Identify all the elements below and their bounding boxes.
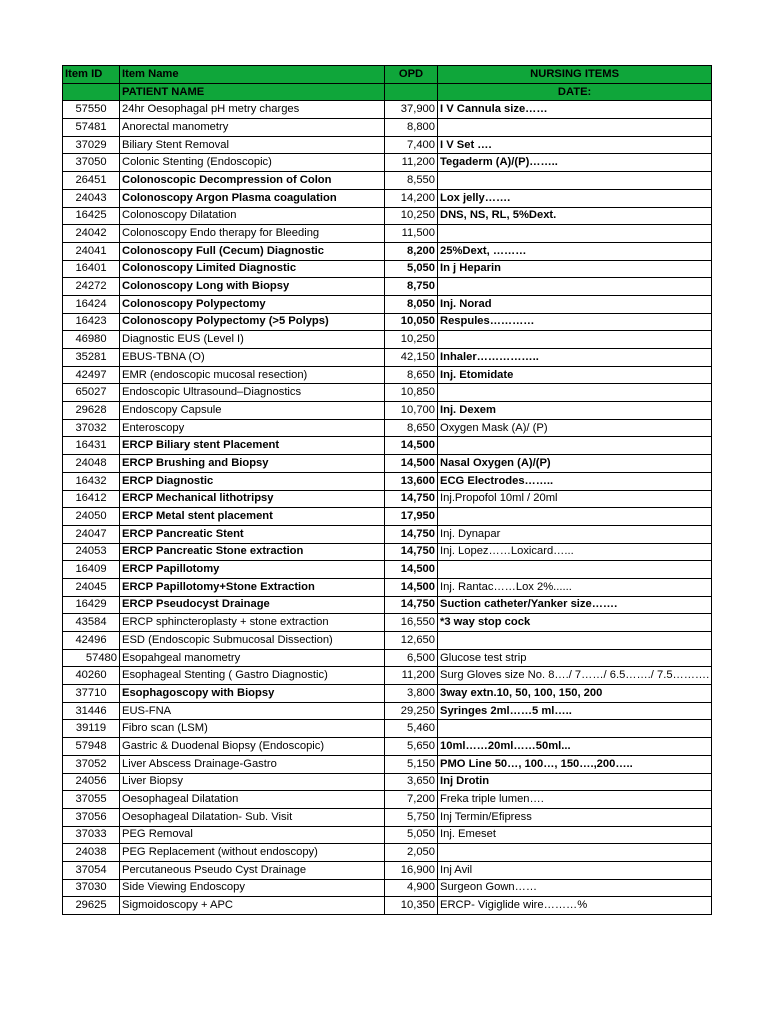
- item-id-cell: 29625: [63, 897, 120, 915]
- item-name-cell: ERCP Papillotomy: [120, 561, 385, 579]
- nursing-item-cell: [438, 119, 712, 137]
- item-id-cell: 43584: [63, 614, 120, 632]
- opd-price-cell: 14,500: [385, 578, 438, 596]
- opd-price-cell: 29,250: [385, 702, 438, 720]
- opd-price-cell: 8,750: [385, 278, 438, 296]
- nursing-item-cell: PMO Line 50…, 100…, 150….,200…..: [438, 755, 712, 773]
- item-name-cell: EBUS-TBNA (O): [120, 349, 385, 367]
- table-row: [63, 101, 712, 119]
- nursing-item-cell: Inj. Rantac……Lox 2%......: [438, 578, 712, 596]
- item-name-cell: Esophagoscopy with Biopsy: [120, 685, 385, 703]
- opd-price-cell: 14,500: [385, 455, 438, 473]
- item-id-cell: 24042: [63, 225, 120, 243]
- item-name-cell: Endoscopic Ultrasound–Diagnostics: [120, 384, 385, 402]
- item-name-cell: Biliary Stent Removal: [120, 136, 385, 154]
- table-row: [63, 295, 712, 313]
- opd-price-cell: 14,750: [385, 525, 438, 543]
- opd-price-cell: 8,650: [385, 366, 438, 384]
- opd-price-cell: 14,750: [385, 490, 438, 508]
- nursing-item-cell: [438, 437, 712, 455]
- item-name-cell: Percutaneous Pseudo Cyst Drainage: [120, 861, 385, 879]
- item-name-cell: Enteroscopy: [120, 419, 385, 437]
- item-name-cell: Colonoscopy Full (Cecum) Diagnostic: [120, 242, 385, 260]
- nursing-item-cell: 10ml……20ml……50ml...: [438, 738, 712, 756]
- item-id-cell: 40260: [63, 667, 120, 685]
- item-id-cell: 24045: [63, 578, 120, 596]
- table-row: [63, 225, 712, 243]
- item-name-cell: Esophageal Stenting ( Gastro Diagnostic): [120, 667, 385, 685]
- nursing-item-cell: Suction catheter/Yanker size…….: [438, 596, 712, 614]
- nursing-item-cell: Inj. Dynapar: [438, 525, 712, 543]
- item-name-cell: EMR (endoscopic mucosal resection): [120, 366, 385, 384]
- opd-price-cell: 10,350: [385, 897, 438, 915]
- item-id-cell: 16431: [63, 437, 120, 455]
- nursing-item-cell: Inj. Etomidate: [438, 366, 712, 384]
- item-id-cell: 24050: [63, 508, 120, 526]
- opd-price-cell: 16,900: [385, 861, 438, 879]
- item-id-cell: 16432: [63, 472, 120, 490]
- opd-price-cell: 14,200: [385, 189, 438, 207]
- opd-price-cell: 14,750: [385, 543, 438, 561]
- nursing-item-cell: [438, 225, 712, 243]
- table-row: [63, 437, 712, 455]
- table-row: [63, 808, 712, 826]
- nursing-item-cell: [438, 384, 712, 402]
- item-name-cell: Sigmoidoscopy + APC: [120, 897, 385, 915]
- table-row: [63, 614, 712, 632]
- nursing-item-cell: [438, 172, 712, 190]
- item-id-cell: 24047: [63, 525, 120, 543]
- opd-price-cell: 8,550: [385, 172, 438, 190]
- nursing-item-cell: Inj. Emeset: [438, 826, 712, 844]
- item-id-cell: 16429: [63, 596, 120, 614]
- item-id-cell: 42497: [63, 366, 120, 384]
- nursing-item-cell: Glucose test strip: [438, 649, 712, 667]
- item-name-cell: ERCP Biliary stent Placement: [120, 437, 385, 455]
- item-name-cell: Colonoscopy Polypectomy: [120, 295, 385, 313]
- item-id-cell: 24038: [63, 844, 120, 862]
- nursing-item-cell: *3 way stop cock: [438, 614, 712, 632]
- opd-price-cell: 14,500: [385, 561, 438, 579]
- table-row: [63, 720, 712, 738]
- table-row: [63, 207, 712, 225]
- table-row: [63, 702, 712, 720]
- table-row: [63, 136, 712, 154]
- item-name-cell: ERCP sphincteroplasty + stone extraction: [120, 614, 385, 632]
- item-name-cell: ERCP Pancreatic Stone extraction: [120, 543, 385, 561]
- opd-price-cell: 11,200: [385, 667, 438, 685]
- item-name-cell: Endoscopy Capsule: [120, 402, 385, 420]
- item-id-cell: 57550: [63, 101, 120, 119]
- item-name-cell: Colonoscopy Argon Plasma coagulation: [120, 189, 385, 207]
- item-id-cell: 37032: [63, 419, 120, 437]
- table-row: [63, 508, 712, 526]
- item-id-cell: 37710: [63, 685, 120, 703]
- table-row: [63, 313, 712, 331]
- opd-price-cell: 37,900: [385, 101, 438, 119]
- item-name-cell: Esopahgeal manometry: [120, 649, 385, 667]
- item-id-cell: 16424: [63, 295, 120, 313]
- item-id-cell: 39119: [63, 720, 120, 738]
- table-row: [63, 879, 712, 897]
- table-row: [63, 649, 712, 667]
- opd-price-cell: 4,900: [385, 879, 438, 897]
- table-row: [63, 897, 712, 915]
- nursing-item-cell: ECG Electrodes……..: [438, 472, 712, 490]
- opd-price-cell: 5,050: [385, 826, 438, 844]
- nursing-item-cell: [438, 278, 712, 296]
- item-id-cell: 37052: [63, 755, 120, 773]
- header-nursing-items: NURSING ITEMS: [438, 66, 712, 84]
- table-row: [63, 773, 712, 791]
- table-row: [63, 172, 712, 190]
- nursing-item-cell: Inj. Dexem: [438, 402, 712, 420]
- table-row: [63, 596, 712, 614]
- item-id-cell: 65027: [63, 384, 120, 402]
- table-row: [63, 455, 712, 473]
- table-row: [63, 384, 712, 402]
- table-row: [63, 755, 712, 773]
- item-name-cell: Colonoscopic Decompression of Colon: [120, 172, 385, 190]
- nursing-item-cell: Oxygen Mask (A)/ (P): [438, 419, 712, 437]
- item-id-cell: 26451: [63, 172, 120, 190]
- table-row: [63, 543, 712, 561]
- item-id-cell: 35281: [63, 349, 120, 367]
- item-name-cell: Liver Abscess Drainage-Gastro: [120, 755, 385, 773]
- table-row: [63, 861, 712, 879]
- nursing-item-cell: [438, 508, 712, 526]
- item-name-cell: ERCP Papillotomy+Stone Extraction: [120, 578, 385, 596]
- opd-price-cell: 14,500: [385, 437, 438, 455]
- item-name-cell: ERCP Pseudocyst Drainage: [120, 596, 385, 614]
- nursing-item-cell: ERCP- Vigiglide wire………%: [438, 897, 712, 915]
- item-id-cell: 24048: [63, 455, 120, 473]
- item-name-cell: ESD (Endoscopic Submucosal Dissection): [120, 632, 385, 650]
- item-name-cell: Liver Biopsy: [120, 773, 385, 791]
- table-row: [63, 331, 712, 349]
- table-row: [63, 525, 712, 543]
- item-id-cell: 57481: [63, 119, 120, 137]
- nursing-item-cell: [438, 720, 712, 738]
- item-name-cell: Oesophageal Dilatation: [120, 791, 385, 809]
- item-name-cell: ERCP Diagnostic: [120, 472, 385, 490]
- table-row: [63, 242, 712, 260]
- table-row: [63, 490, 712, 508]
- table-row: [63, 189, 712, 207]
- item-id-cell: 16425: [63, 207, 120, 225]
- nursing-item-cell: Inj Drotin: [438, 773, 712, 791]
- table-row: [63, 278, 712, 296]
- item-id-cell: 16401: [63, 260, 120, 278]
- nursing-item-cell: Inj. Norad: [438, 295, 712, 313]
- opd-price-cell: 8,650: [385, 419, 438, 437]
- opd-price-cell: 7,400: [385, 136, 438, 154]
- table-row: [63, 826, 712, 844]
- nursing-item-cell: Surg Gloves size No. 8…./ 7……/ 6.5……./ 7.5……….: [438, 667, 712, 685]
- table-row: [63, 349, 712, 367]
- item-name-cell: PEG Removal: [120, 826, 385, 844]
- table-row: [63, 472, 712, 490]
- item-name-cell: Gastric & Duodenal Biopsy (Endoscopic): [120, 738, 385, 756]
- item-name-cell: Diagnostic EUS (Level I): [120, 331, 385, 349]
- item-id-cell: 46980: [63, 331, 120, 349]
- opd-price-cell: 3,800: [385, 685, 438, 703]
- table-row: [63, 685, 712, 703]
- nursing-item-cell: I V Set ….: [438, 136, 712, 154]
- nursing-item-cell: I V Cannula size……: [438, 101, 712, 119]
- table-row: [63, 791, 712, 809]
- nursing-item-cell: Surgeon Gown……: [438, 879, 712, 897]
- nursing-item-cell: Lox jelly…….: [438, 189, 712, 207]
- item-id-cell: 37030: [63, 879, 120, 897]
- item-name-cell: Colonoscopy Limited Diagnostic: [120, 260, 385, 278]
- item-name-cell: ERCP Mechanical lithotripsy: [120, 490, 385, 508]
- opd-price-cell: 10,850: [385, 384, 438, 402]
- nursing-item-cell: [438, 632, 712, 650]
- item-name-cell: Colonoscopy Polypectomy (>5 Polyps): [120, 313, 385, 331]
- item-name-cell: Colonoscopy Long with Biopsy: [120, 278, 385, 296]
- nursing-item-cell: In j Heparin: [438, 260, 712, 278]
- opd-price-cell: 17,950: [385, 508, 438, 526]
- item-id-cell: 24041: [63, 242, 120, 260]
- item-name-cell: Colonoscopy Endo therapy for Bleeding: [120, 225, 385, 243]
- header-row: [63, 66, 712, 84]
- patient-row: [63, 83, 712, 101]
- nursing-item-cell: Nasal Oxygen (A)/(P): [438, 455, 712, 473]
- nursing-item-cell: Tegaderm (A)/(P)……..: [438, 154, 712, 172]
- item-name-cell: 24hr Oesophagal pH metry charges: [120, 101, 385, 119]
- opd-price-cell: 2,050: [385, 844, 438, 862]
- table-row: [63, 667, 712, 685]
- item-id-cell: 16412: [63, 490, 120, 508]
- table-row: [63, 402, 712, 420]
- item-name-cell: ERCP Pancreatic Stent: [120, 525, 385, 543]
- opd-price-cell: 14,750: [385, 596, 438, 614]
- item-name-cell: Oesophageal Dilatation- Sub. Visit: [120, 808, 385, 826]
- item-name-cell: PEG Replacement (without endoscopy): [120, 844, 385, 862]
- item-id-cell: 37056: [63, 808, 120, 826]
- opd-price-cell: 12,650: [385, 632, 438, 650]
- table-row: [63, 738, 712, 756]
- item-id-cell: 37050: [63, 154, 120, 172]
- item-id-cell: 37029: [63, 136, 120, 154]
- nursing-item-cell: Inhaler……………..: [438, 349, 712, 367]
- item-name-cell: Colonic Stenting (Endoscopic): [120, 154, 385, 172]
- opd-price-cell: 3,650: [385, 773, 438, 791]
- nursing-item-cell: Inj. Lopez……Loxicard…...: [438, 543, 712, 561]
- nursing-item-cell: [438, 331, 712, 349]
- header-patient-name: PATIENT NAME: [120, 83, 385, 101]
- table-row: [63, 366, 712, 384]
- opd-price-cell: 6,500: [385, 649, 438, 667]
- opd-price-cell: 5,150: [385, 755, 438, 773]
- table-row: [63, 632, 712, 650]
- item-name-cell: ERCP Brushing and Biopsy: [120, 455, 385, 473]
- header-item-id: Item ID: [63, 66, 120, 84]
- item-name-cell: Anorectal manometry: [120, 119, 385, 137]
- item-name-cell: Side Viewing Endoscopy: [120, 879, 385, 897]
- table-row: [63, 119, 712, 137]
- item-id-cell: 24272: [63, 278, 120, 296]
- opd-price-cell: 5,050: [385, 260, 438, 278]
- nursing-item-cell: 3way extn.10, 50, 100, 150, 200: [438, 685, 712, 703]
- opd-price-cell: 5,650: [385, 738, 438, 756]
- header-date: DATE:: [438, 83, 712, 101]
- opd-price-cell: 7,200: [385, 791, 438, 809]
- nursing-item-cell: Inj.Propofol 10ml / 20ml: [438, 490, 712, 508]
- table-row: [63, 260, 712, 278]
- item-id-cell: 24056: [63, 773, 120, 791]
- header-blank: [63, 83, 120, 101]
- opd-price-cell: 10,700: [385, 402, 438, 420]
- opd-price-cell: 11,200: [385, 154, 438, 172]
- nursing-item-cell: [438, 561, 712, 579]
- item-id-cell: 57480: [63, 649, 120, 667]
- item-name-cell: EUS-FNA: [120, 702, 385, 720]
- item-id-cell: 29628: [63, 402, 120, 420]
- opd-price-cell: 8,050: [385, 295, 438, 313]
- opd-price-cell: 8,800: [385, 119, 438, 137]
- opd-price-cell: 16,550: [385, 614, 438, 632]
- opd-price-cell: 13,600: [385, 472, 438, 490]
- nursing-item-cell: Inj Avil: [438, 861, 712, 879]
- nursing-item-cell: [438, 844, 712, 862]
- item-id-cell: 37033: [63, 826, 120, 844]
- opd-price-cell: 5,750: [385, 808, 438, 826]
- item-id-cell: 37055: [63, 791, 120, 809]
- nursing-item-cell: DNS, NS, RL, 5%Dext.: [438, 207, 712, 225]
- item-id-cell: 57948: [63, 738, 120, 756]
- item-name-cell: ERCP Metal stent placement: [120, 508, 385, 526]
- nursing-item-cell: Inj Termin/Efipress: [438, 808, 712, 826]
- opd-price-cell: 42,150: [385, 349, 438, 367]
- opd-price-cell: 10,050: [385, 313, 438, 331]
- nursing-item-cell: 25%Dext, ………: [438, 242, 712, 260]
- procedure-price-table: [62, 65, 712, 915]
- nursing-item-cell: Respules…………: [438, 313, 712, 331]
- item-id-cell: 16409: [63, 561, 120, 579]
- item-id-cell: 16423: [63, 313, 120, 331]
- item-name-cell: Colonoscopy Dilatation: [120, 207, 385, 225]
- nursing-item-cell: Freka triple lumen….: [438, 791, 712, 809]
- opd-price-cell: 10,250: [385, 207, 438, 225]
- opd-price-cell: 8,200: [385, 242, 438, 260]
- header-blank: [385, 83, 438, 101]
- table-row: [63, 844, 712, 862]
- opd-price-cell: 11,500: [385, 225, 438, 243]
- table-row: [63, 561, 712, 579]
- table-row: [63, 419, 712, 437]
- header-item-name: Item Name: [120, 66, 385, 84]
- table-row: [63, 578, 712, 596]
- item-id-cell: 37054: [63, 861, 120, 879]
- header-opd: OPD: [385, 66, 438, 84]
- item-id-cell: 31446: [63, 702, 120, 720]
- item-id-cell: 24053: [63, 543, 120, 561]
- table-row: [63, 154, 712, 172]
- item-id-cell: 42496: [63, 632, 120, 650]
- opd-price-cell: 10,250: [385, 331, 438, 349]
- item-name-cell: Fibro scan (LSM): [120, 720, 385, 738]
- opd-price-cell: 5,460: [385, 720, 438, 738]
- item-id-cell: 24043: [63, 189, 120, 207]
- nursing-item-cell: Syringes 2ml……5 ml…..: [438, 702, 712, 720]
